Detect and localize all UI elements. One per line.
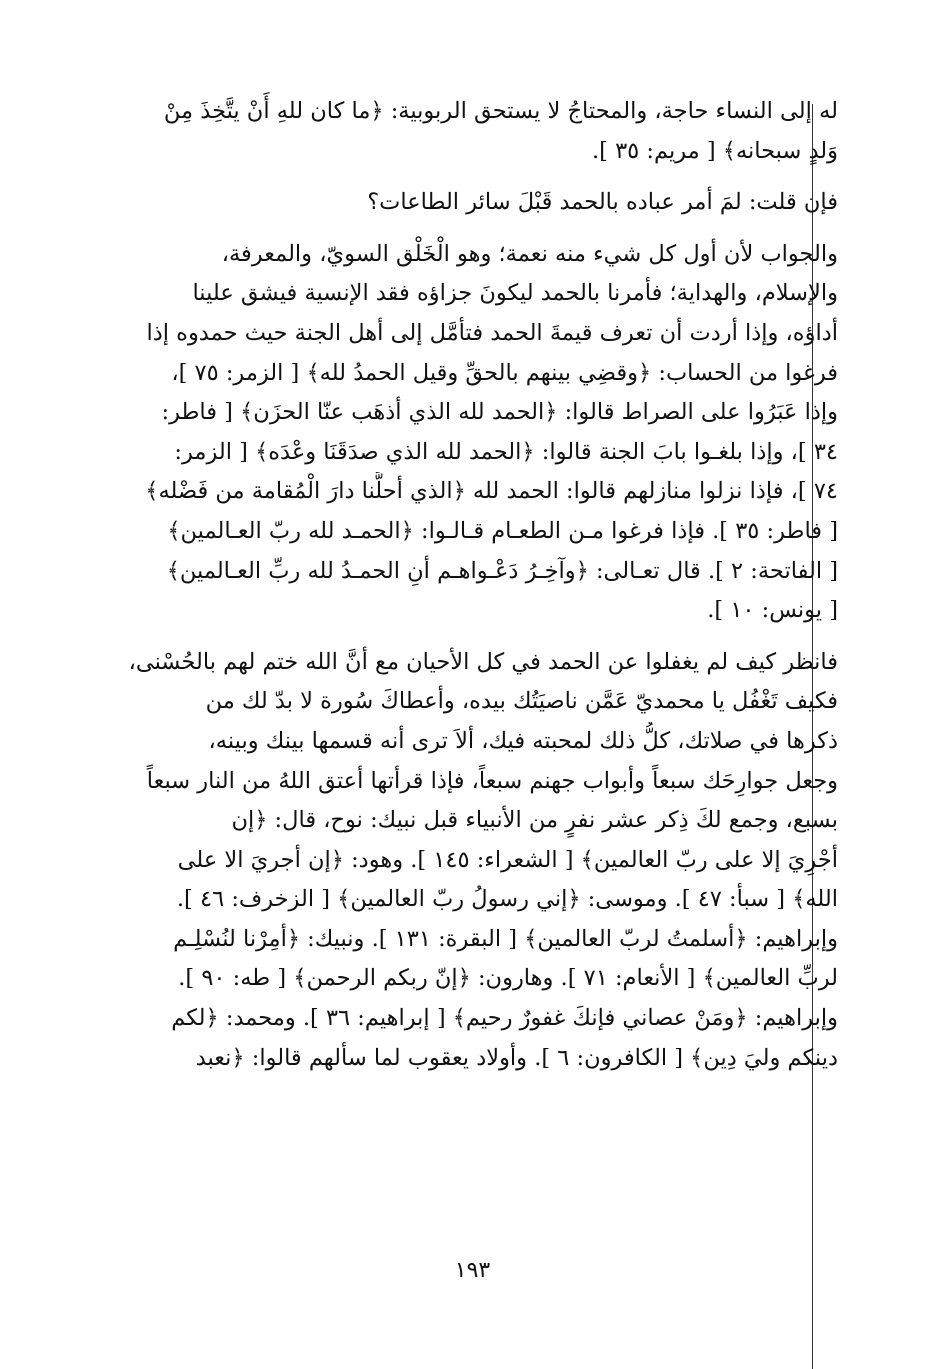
text-block [120, 92, 838, 1078]
text-line: ذكرها في صلاتك، كلُّ ذلك لمحبته فيك، ألاَ ترى أنه قسمها بينك وبينه، [208, 727, 838, 754]
paragraph-gap [120, 171, 838, 183]
text-line: وَلدٍ سبحانه﴾ [ مريم: ٣٥ ]. [592, 137, 838, 164]
text-line: وإذا عَبَرُوا على الصراط قالوا: ﴿الحمد لله الذي أذهَب عنّا الحزَن﴾ [ فاطر: [161, 399, 838, 426]
text-line: فكيف تَغْفُل يا محمديّ عَمَّن ناصيَتُك بيده، وأعطاكَ سُورة لا بدّ لك من [205, 688, 838, 715]
text-line: فإن قلت: لمَ أمر عباده بالحمد قَبْلَ سائر الطاعات؟ [367, 189, 838, 216]
text-line: [ فاطر: ٣٥ ]. فإذا فرغوا مـن الطعـام قـالـوا: ﴿الحمـد لله ربّ العـالمين﴾ [167, 517, 838, 544]
paragraph-1 [120, 92, 838, 171]
text-line: والجواب لأن أول كل شيء منه نعمة؛ وهو الْخَلْق السويّ، والمعرفة، [221, 240, 838, 267]
text-line: وإبراهيم: ﴿ومَنْ عصاني فإنكَ غفورٌ رحيم﴾ [ إبراهيم: ٣٦ ]. ومحمد: ﴿لكم [171, 1005, 838, 1032]
text-line: أداؤه، وإذا أردت أن تعرف قيمةَ الحمد فتأمَّل إلى أهل الجنة حيث حمدوه إذا [146, 319, 838, 346]
text-line: الله﴾ [ سبأ: ٤٧ ]. وموسى: ﴿إني رسولُ ربّ العالمين﴾ [ الزخرف: ٤٦ ]. [176, 886, 838, 913]
text-line: له إلى النساء حاجة، والمحتاجُ لا يستحق الربوبية: ﴿ما كان للهِ أَنْ يتَّخِذَ مِنْ [163, 98, 838, 124]
text-line: وإبراهيم: ﴿أسلمتُ لربّ العالمين﴾ [ البقرة: ١٣١ ]. ونبيك: ﴿أمِرْنا لنُسْلِـم [173, 925, 838, 952]
paragraph-2 [120, 183, 838, 223]
text-line: ٣٤ ]، وإذا بلغـوا بابَ الجنة قالوا: ﴿الحمد لله الذي صدَقَنَا وعْدَه﴾ [ الزمر: [174, 438, 838, 465]
paragraph-4 [120, 643, 838, 1079]
page-number: ١٩٣ [454, 1258, 491, 1283]
text-line: والإسلام، والهداية؛ فأمرنا بالحمد ليكونَ جزاؤه فقد الإنسية فيشق علينا [192, 280, 838, 307]
text-line: [ الفاتحة: ٢ ]. قال تعـالى: ﴿وآخِـرُ دَعْـواهـم أنِ الحمـدُ لله ربِّ العـالمين﴾ [166, 557, 838, 584]
text-line: ٧٤ ]، فإذا نزلوا منازلهم قالوا: الحمد لله ﴿الذي أحلَّنا دارَ الْمُقامة من فَضْله﴾ [145, 478, 838, 505]
text-line: فانظر كيف لم يغفلوا عن الحمد في كل الأحيان مع أنَّ الله ختم لهم بالحُسْنى، [128, 648, 838, 675]
text-line: [ يونس: ١٠ ]. [707, 597, 838, 624]
text-line: وجعل جوارِحَك سبعاً وأبواب جهنم سبعاً، فإذا قرأتها أعتق اللهُ من النار سبعاً [146, 767, 838, 794]
text-line: دينكم وليَ دِين﴾ [ الكافرون: ٦ ]. وأولاد يعقوب لما سألهم قالوا: ﴿نعبد [195, 1044, 838, 1071]
page-content [120, 92, 838, 1292]
paragraph-3 [120, 235, 838, 631]
text-line: فرغوا من الحساب: ﴿وقضِي بينهم بالحقِّ وقيل الحمدُ لله﴾ [ الزمر: ٧٥ ]، [171, 359, 838, 386]
text-line: أجْرِيَ إلا على ربّ العالمين﴾ [ الشعراء: ١٤٥ ]. وهود: ﴿إن أجريَ الا على [177, 846, 838, 873]
paragraph-gap [120, 631, 838, 643]
paragraph-gap [120, 223, 838, 235]
text-line: بسبع، وجمع لكَ ذِكر عشر نفرٍ من الأنبياء قبل نبيك: نوح، قال: ﴿إن [231, 807, 838, 834]
text-line: لربِّ العالمين﴾ [ الأنعام: ٧١ ]. وهارون: ﴿إنّ ربكم الرحمن﴾ [ طه: ٩٠ ]. [178, 965, 838, 992]
